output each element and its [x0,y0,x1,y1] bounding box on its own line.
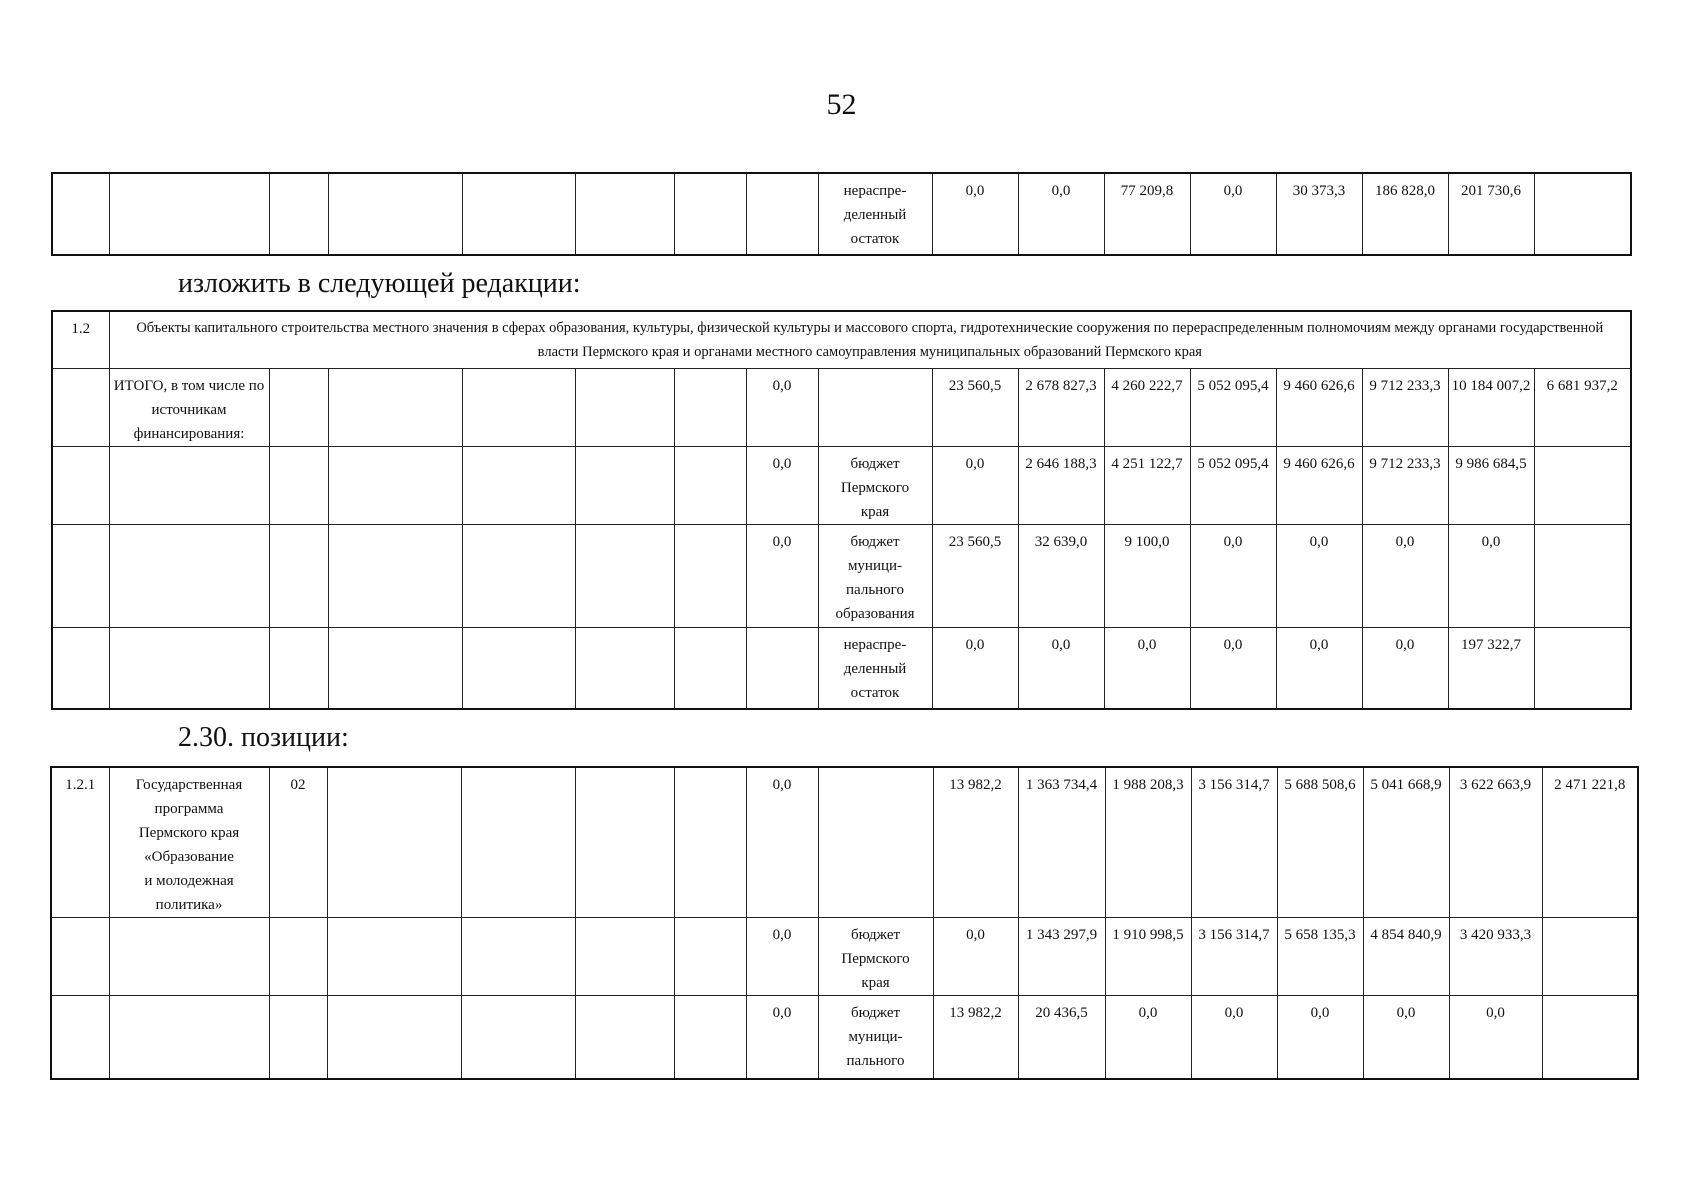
row-code: 1.2.1 [51,767,109,918]
cell-empty [746,173,818,255]
cell-value: 0,0 [746,767,818,918]
cell-empty [328,173,462,255]
cell-empty [461,918,575,996]
cell-value: 10 184 007,2 [1448,368,1534,446]
cell-empty [109,173,269,255]
cell-empty [269,446,328,524]
section-heading: 2.30. позиции: [178,722,349,753]
source-label: бюджет муници- пального образования [835,533,915,622]
cell-value: 9 712 233,3 [1362,368,1448,446]
cell-empty [674,173,746,255]
cell-value: 9 460 626,6 [1276,368,1362,446]
cell-value: 5 688 508,6 [1277,767,1363,918]
cell-empty [462,524,575,627]
cell-value: 4 260 222,7 [1104,368,1190,446]
cell-value: 4 854 840,9 [1363,918,1449,996]
cell-empty [674,627,746,709]
cell-empty [674,918,746,996]
cell-empty [327,767,461,918]
cell-value [1542,996,1638,1079]
cell-value: 1 343 297,9 [1018,918,1105,996]
cell-empty [575,918,674,996]
cell-value: 3 420 933,3 [1449,918,1542,996]
cell-value: 186 828,0 [1362,173,1448,255]
row-name [109,918,269,996]
cell-empty [269,173,328,255]
cell-value: 0,0 [1277,996,1363,1079]
source-label: бюджет муници- пального [846,1005,905,1069]
cell-empty [462,446,575,524]
cell-value [746,627,818,709]
cell-empty [462,627,575,709]
cell-value [1542,918,1638,996]
cell-value: 0,0 [746,918,818,996]
table-row [51,767,1638,918]
cell-value: 0,0 [1362,524,1448,627]
cell-value: 30 373,3 [1276,173,1362,255]
row-name [109,627,269,709]
row-name [109,446,269,524]
source-label: бюджет Пермского края [840,455,910,520]
cell-value: 0,0 [746,996,818,1079]
cell-value: 1 988 208,3 [1105,767,1191,918]
source-label: нераспре- деленный остаток [843,183,907,247]
cell-value: 0,0 [1018,173,1104,255]
cell-empty [52,446,109,524]
page-number: 52 [826,88,857,121]
cell-value: 0,0 [1191,996,1277,1079]
cell-value: 6 681 937,2 [1534,368,1631,446]
cell-value: 2 471 221,8 [1542,767,1638,918]
cell-source [818,368,932,446]
cell-value: 0,0 [1190,627,1276,709]
cell-empty [461,996,575,1079]
table-row [52,173,1631,255]
row-name-text: Государственная программа Пермского края «Образование и молодежная политика» [135,777,243,913]
cell-value: 0,0 [1362,627,1448,709]
cell-empty [575,767,674,918]
table-row [52,524,1631,627]
row-name [109,996,269,1079]
cell-value: 0,0 [1105,996,1191,1079]
cell-value: 13 982,2 [933,996,1018,1079]
cell-value: 1 910 998,5 [1105,918,1191,996]
cell-value: 2 678 827,3 [1018,368,1104,446]
cell-value [1534,173,1631,255]
table-row [51,918,1638,996]
cell-empty [575,368,674,446]
table-row [52,627,1631,709]
cell-empty [462,368,575,446]
cell-value: 0,0 [746,524,818,627]
section-heading: изложить в следующей редакции: [178,268,581,299]
table-1-2-1 [50,766,1639,1080]
cell-source [818,627,932,709]
cell-value: 13 982,2 [933,767,1018,918]
cell-empty [674,446,746,524]
cell-empty [674,996,746,1079]
source-label: бюджет Пермского края [841,927,910,991]
row-name: ИТОГО, в том числе по источникам финансирования: [109,368,269,446]
row-name [109,524,269,627]
cell-value [269,918,327,996]
cell-value [269,996,327,1079]
cell-source [818,446,932,524]
table-row [52,446,1631,524]
row-code [51,996,109,1079]
cell-empty [52,368,109,446]
table-row [51,996,1638,1079]
cell-value: 201 730,6 [1448,173,1534,255]
table-1-2 [51,310,1632,710]
cell-value: 0,0 [746,368,818,446]
cell-value: 1 363 734,4 [1018,767,1105,918]
cell-empty [575,996,674,1079]
cell-value: 23 560,5 [932,368,1018,446]
cell-source [818,173,932,255]
row-name [109,767,269,918]
cell-value: 5 052 095,4 [1190,368,1276,446]
cell-value: 0,0 [932,173,1018,255]
cell-value: 5 052 095,4 [1190,446,1276,524]
cell-empty [269,524,328,627]
cell-source [818,918,933,996]
cell-empty [328,524,462,627]
cell-value: 0,0 [1448,524,1534,627]
cell-value: 0,0 [1449,996,1542,1079]
cell-value: 0,0 [1190,524,1276,627]
cell-empty [52,524,109,627]
cell-value: 5 041 668,9 [1363,767,1449,918]
cell-value: 0,0 [1276,524,1362,627]
table-previous-fragment [51,172,1632,256]
cell-value: 02 [269,767,327,918]
cell-value [1534,446,1631,524]
cell-value: 0,0 [933,918,1018,996]
cell-value: 0,0 [1276,627,1362,709]
cell-empty [328,446,462,524]
cell-value: 0,0 [932,446,1018,524]
cell-value: 9 100,0 [1104,524,1190,627]
cell-value: 0,0 [746,446,818,524]
cell-value: 9 460 626,6 [1276,446,1362,524]
cell-empty [461,767,575,918]
source-label: нераспре- деленный остаток [843,636,907,701]
cell-value: 0,0 [1363,996,1449,1079]
cell-empty [674,524,746,627]
cell-empty [327,918,461,996]
table-row [52,368,1631,446]
cell-empty [575,446,674,524]
row-code: 1.2 [52,311,109,368]
cell-empty [52,627,109,709]
cell-empty [328,627,462,709]
cell-value: 3 622 663,9 [1449,767,1542,918]
cell-empty [328,368,462,446]
cell-value: 3 156 314,7 [1191,918,1277,996]
cell-empty [575,173,674,255]
cell-empty [575,627,674,709]
cell-value: 0,0 [1190,173,1276,255]
cell-empty [575,524,674,627]
cell-empty [269,368,328,446]
cell-empty [327,996,461,1079]
cell-value: 0,0 [1104,627,1190,709]
cell-empty [269,627,328,709]
cell-value: 5 658 135,3 [1277,918,1363,996]
cell-source [818,524,932,627]
cell-value: 23 560,5 [932,524,1018,627]
cell-value: 197 322,7 [1448,627,1534,709]
table-title-row [52,311,1631,368]
cell-value: 0,0 [932,627,1018,709]
row-code [51,918,109,996]
cell-source [818,996,933,1079]
cell-value: 9 986 684,5 [1448,446,1534,524]
cell-value: 4 251 122,7 [1104,446,1190,524]
cell-empty [674,767,746,918]
cell-value: 20 436,5 [1018,996,1105,1079]
cell-value: 2 646 188,3 [1018,446,1104,524]
cell-empty [674,368,746,446]
cell-value: 9 712 233,3 [1362,446,1448,524]
cell-source [818,767,933,918]
cell-empty [52,173,109,255]
cell-value: 77 209,8 [1104,173,1190,255]
cell-value: 3 156 314,7 [1191,767,1277,918]
cell-value [1534,524,1631,627]
section-title: Объекты капитального строительства местного значения в сферах образования, культуры, физической культуры и массового спорта, гидротехнические сооружения по перераспределенным полномочиям между органами государственной власти Пермского края и органами местного самоуправления муниципальных образований Пермского края [109,311,1631,368]
cell-empty [462,173,575,255]
cell-value: 32 639,0 [1018,524,1104,627]
cell-value [1534,627,1631,709]
cell-value: 0,0 [1018,627,1104,709]
